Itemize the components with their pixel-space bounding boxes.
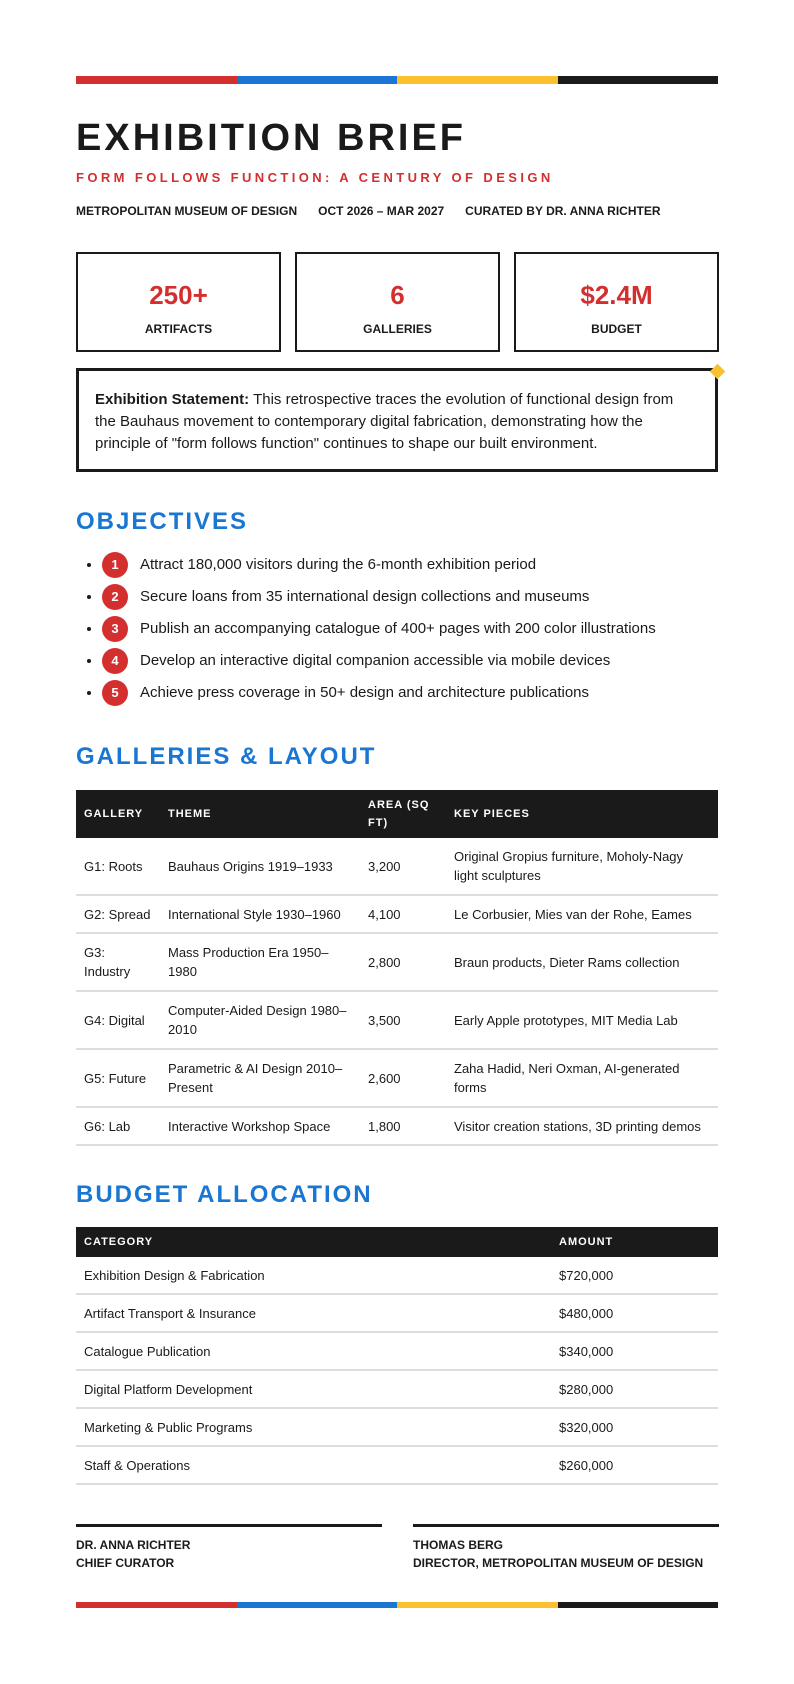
stat-value: $2.4M	[580, 280, 653, 310]
objective-text: Publish an accompanying catalogue of 400+ pages with 200 color illustrations	[140, 620, 656, 638]
objective-number-badge: • 4	[102, 648, 128, 674]
meta-curator: CURATED BY DR. ANNA RICHTER	[465, 204, 661, 218]
yellow-stripe	[397, 1602, 558, 1608]
stat-label: GALLERIES	[363, 322, 432, 336]
top-color-bar	[76, 76, 718, 84]
column-header-theme: THEME	[160, 790, 360, 838]
stat-label: ARTIFACTS	[144, 322, 213, 336]
stat-card-budget	[514, 252, 719, 352]
stat-value: 6	[390, 280, 405, 310]
meta-venue: METROPOLITAN MUSEUM OF DESIGN	[76, 204, 298, 218]
meta-row	[76, 203, 661, 219]
gallery-cell: G2: Spread	[76, 895, 160, 933]
table-row	[76, 933, 718, 991]
key-pieces-cell: Le Corbusier, Mies van der Rohe, Eames	[446, 895, 718, 933]
gallery-cell: G3: Industry	[76, 933, 160, 991]
amount-cell: $280,000	[551, 1370, 718, 1408]
amount-cell: $340,000	[551, 1332, 718, 1370]
objectives-list	[76, 552, 656, 712]
objective-text: Attract 180,000 visitors during the 6-month exhibition period	[140, 556, 537, 574]
stat-card-galleries	[295, 252, 500, 352]
gallery-cell: G4: Digital	[76, 991, 160, 1049]
theme-cell: Parametric & AI Design 2010–Present	[160, 1049, 360, 1107]
meta-dates: OCT 2026 – MAR 2027	[318, 204, 445, 218]
stat-card-artifacts	[76, 252, 281, 352]
bottom-color-bar	[76, 1602, 718, 1608]
area-cell: 2,600	[360, 1049, 446, 1107]
signature-name: DR. ANNA RICHTER	[76, 1538, 191, 1552]
table-row	[76, 1332, 718, 1370]
objective-number-badge: • 1	[102, 552, 128, 578]
diamond-icon	[710, 364, 726, 380]
page-subtitle: FORM FOLLOWS FUNCTION: A CENTURY OF DESIGN	[76, 170, 554, 185]
signature-name: THOMAS BERG	[413, 1538, 503, 1552]
statement-text: This retrospective traces the evolution of functional design from the Bauhaus movement to contemporary digital fabrication, demonstrating how the principle of "form follows function" continues to shape our built environment.	[95, 391, 674, 452]
table-row	[76, 991, 718, 1049]
column-header-area: AREA (SQ FT)	[360, 790, 446, 838]
blue-stripe	[237, 1602, 398, 1608]
gallery-cell: G1: Roots	[76, 838, 160, 895]
black-stripe	[558, 76, 719, 84]
area-cell: 3,200	[360, 838, 446, 895]
table-row	[76, 1107, 718, 1145]
objective-number-badge: • 3	[102, 616, 128, 642]
category-cell: Catalogue Publication	[76, 1332, 551, 1370]
table-header-row	[76, 790, 718, 838]
signature-title: DIRECTOR, METROPOLITAN MUSEUM OF DESIGN	[413, 1556, 704, 1570]
objective-text: Achieve press coverage in 50+ design and architecture publications	[140, 684, 590, 702]
amount-cell: $320,000	[551, 1408, 718, 1446]
galleries-table	[76, 790, 718, 1146]
objective-item	[102, 552, 656, 578]
table-row	[76, 838, 718, 895]
budget-table	[76, 1227, 718, 1485]
area-cell: 3,500	[360, 991, 446, 1049]
column-header-key-pieces: KEY PIECES	[446, 790, 718, 838]
black-stripe	[558, 1602, 719, 1608]
signature-director	[413, 1524, 719, 1572]
key-pieces-cell: Zaha Hadid, Neri Oxman, AI-generated forms	[446, 1049, 718, 1107]
column-header-category: CATEGORY	[76, 1227, 551, 1257]
column-header-amount: AMOUNT	[551, 1227, 718, 1257]
table-row	[76, 1408, 718, 1446]
theme-cell: Bauhaus Origins 1919–1933	[160, 838, 360, 895]
objective-number-badge: • 2	[102, 584, 128, 610]
theme-cell: Mass Production Era 1950–1980	[160, 933, 360, 991]
table-row	[76, 1370, 718, 1408]
signature-title: CHIEF CURATOR	[76, 1556, 175, 1570]
red-stripe	[76, 1602, 237, 1608]
key-pieces-cell: Visitor creation stations, 3D printing demos	[446, 1107, 718, 1145]
exhibition-statement	[76, 368, 718, 472]
column-header-gallery: GALLERY	[76, 790, 160, 838]
table-row	[76, 895, 718, 933]
objective-text: Develop an interactive digital companion accessible via mobile devices	[140, 652, 611, 670]
galleries-heading: GALLERIES & LAYOUT	[76, 743, 377, 770]
key-pieces-cell: Original Gropius furniture, Moholy-Nagy light sculptures	[446, 838, 718, 895]
objectives-heading: OBJECTIVES	[76, 508, 249, 535]
gallery-cell: G6: Lab	[76, 1107, 160, 1145]
category-cell: Digital Platform Development	[76, 1370, 551, 1408]
table-row	[76, 1446, 718, 1484]
objective-number-badge: • 5	[102, 680, 128, 706]
theme-cell: International Style 1930–1960	[160, 895, 360, 933]
category-cell: Marketing & Public Programs	[76, 1408, 551, 1446]
stat-label: BUDGET	[591, 322, 642, 336]
objective-item	[102, 680, 656, 706]
theme-cell: Interactive Workshop Space	[160, 1107, 360, 1145]
key-pieces-cell: Braun products, Dieter Rams collection	[446, 933, 718, 991]
area-cell: 4,100	[360, 895, 446, 933]
theme-cell: Computer-Aided Design 1980–2010	[160, 991, 360, 1049]
amount-cell: $260,000	[551, 1446, 718, 1484]
table-row	[76, 1294, 718, 1332]
gallery-cell: G5: Future	[76, 1049, 160, 1107]
page-title: EXHIBITION BRIEF	[76, 117, 467, 159]
stat-value: 250+	[149, 280, 208, 310]
area-cell: 1,800	[360, 1107, 446, 1145]
area-cell: 2,800	[360, 933, 446, 991]
table-row	[76, 1049, 718, 1107]
category-cell: Staff & Operations	[76, 1446, 551, 1484]
table-row	[76, 1257, 718, 1294]
red-stripe	[76, 76, 237, 84]
stats-row	[76, 252, 719, 352]
table-header-row	[76, 1227, 718, 1257]
objective-text: Secure loans from 35 international design collections and museums	[140, 588, 590, 606]
statement-label: Exhibition Statement:	[95, 391, 250, 408]
category-cell: Exhibition Design & Fabrication	[76, 1257, 551, 1294]
blue-stripe	[237, 76, 398, 84]
key-pieces-cell: Early Apple prototypes, MIT Media Lab	[446, 991, 718, 1049]
yellow-stripe	[397, 76, 558, 84]
objective-item	[102, 648, 656, 674]
signature-curator	[76, 1524, 382, 1572]
budget-heading: BUDGET ALLOCATION	[76, 1181, 373, 1208]
amount-cell: $720,000	[551, 1257, 718, 1294]
objective-item	[102, 584, 656, 610]
amount-cell: $480,000	[551, 1294, 718, 1332]
objective-item	[102, 616, 656, 642]
category-cell: Artifact Transport & Insurance	[76, 1294, 551, 1332]
